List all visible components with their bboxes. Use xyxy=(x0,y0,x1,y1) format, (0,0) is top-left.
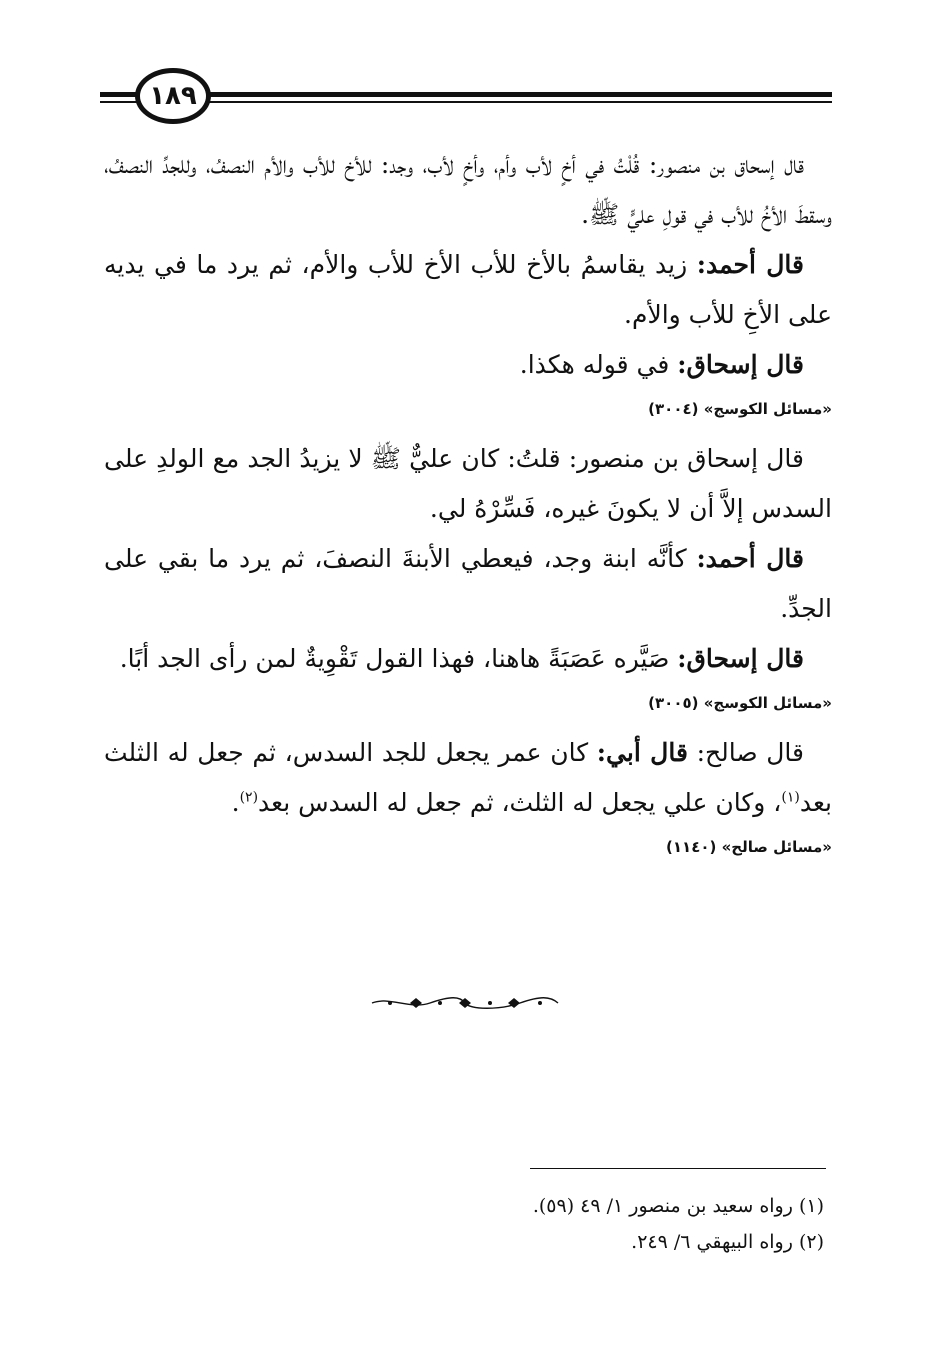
page-body xyxy=(104,140,832,872)
page-number-badge xyxy=(135,68,211,124)
paragraph xyxy=(104,340,832,390)
ornament-icon xyxy=(370,994,560,1012)
speaker-label: قال أحمد: xyxy=(696,544,804,573)
paragraph-text: ، وكان علي يجعل له الثلث، ثم جعل له السدس بعد xyxy=(258,788,782,817)
ornament-divider xyxy=(370,994,560,1012)
footnotes xyxy=(400,1188,824,1260)
speaker-label: قال إسحاق: xyxy=(677,644,804,673)
paragraph xyxy=(104,728,832,828)
footnote-ref[interactable]: (٢) xyxy=(239,789,259,806)
source-citation: «مسائل الكوسج» (٣٠٠٥) xyxy=(648,694,832,712)
paragraph-text: قال إسحاق بن منصور: قُلْتُ في أخٍ لأب وأم، وأخٍ لأب، وجد: للأخ للأب والأم النصفُ، وللجدِّ النصفُ، وسقطَ الأخُ للأب في قولِ عليٍّ ﷺ. xyxy=(104,150,832,229)
paragraph xyxy=(104,634,832,684)
paragraph-text: كأنَّه ابنة وجد، فيعطي الأبنةَ النصفَ، ثم يرد ما بقي على الجدِّ. xyxy=(104,544,832,623)
page-number: ١٨٩ xyxy=(149,81,197,111)
source-citation: «مسائل صالح» (١١٤٠) xyxy=(666,838,832,856)
footnote: (٢) رواه البيهقي ٦/ ٢٤٩. xyxy=(631,1231,824,1253)
speaker-label: قال إسحاق: xyxy=(677,350,804,379)
paragraph-text: زيد يقاسمُ بالأخ للأب الأخ للأب والأم، ثم يرد ما في يديه على الأخِ للأب والأم. xyxy=(104,250,832,329)
speaker-label: قال أحمد: xyxy=(696,250,804,279)
footnote: (١) رواه سعيد بن منصور ١/ ٤٩ (٥٩). xyxy=(532,1195,824,1217)
paragraph-text: في قوله هكذا. xyxy=(519,350,678,379)
paragraph-text: . xyxy=(231,788,240,817)
paragraph xyxy=(104,140,832,240)
paragraph-lead: قال صالح: xyxy=(687,738,804,767)
footnote-separator xyxy=(530,1168,826,1169)
paragraph xyxy=(104,240,832,340)
speaker-label: قال أبي: xyxy=(596,738,688,767)
footnote-ref[interactable]: (١) xyxy=(781,789,800,806)
paragraph-text: صَيَّره عَصَبَةً هاهنا، فهذا القول تَقْوِيةٌ لمن رأى الجد أبًا. xyxy=(119,644,678,673)
source-citation: «مسائل الكوسج» (٣٠٠٤) xyxy=(648,400,832,418)
paragraph xyxy=(104,534,832,634)
paragraph-text: قال إسحاق بن منصور: قلتُ: كان عليٌّ ﷺ لا يزيدُ الجد مع الولدِ على السدس إلاَّ أن لا يكونَ غيره، فَسِّرْهُ لي. xyxy=(104,444,832,523)
paragraph xyxy=(104,434,832,534)
page-header xyxy=(100,68,832,128)
paragraph-text: كان عمر يجعل للجد السدس، ثم جعل له الثلث بعد xyxy=(104,738,832,817)
